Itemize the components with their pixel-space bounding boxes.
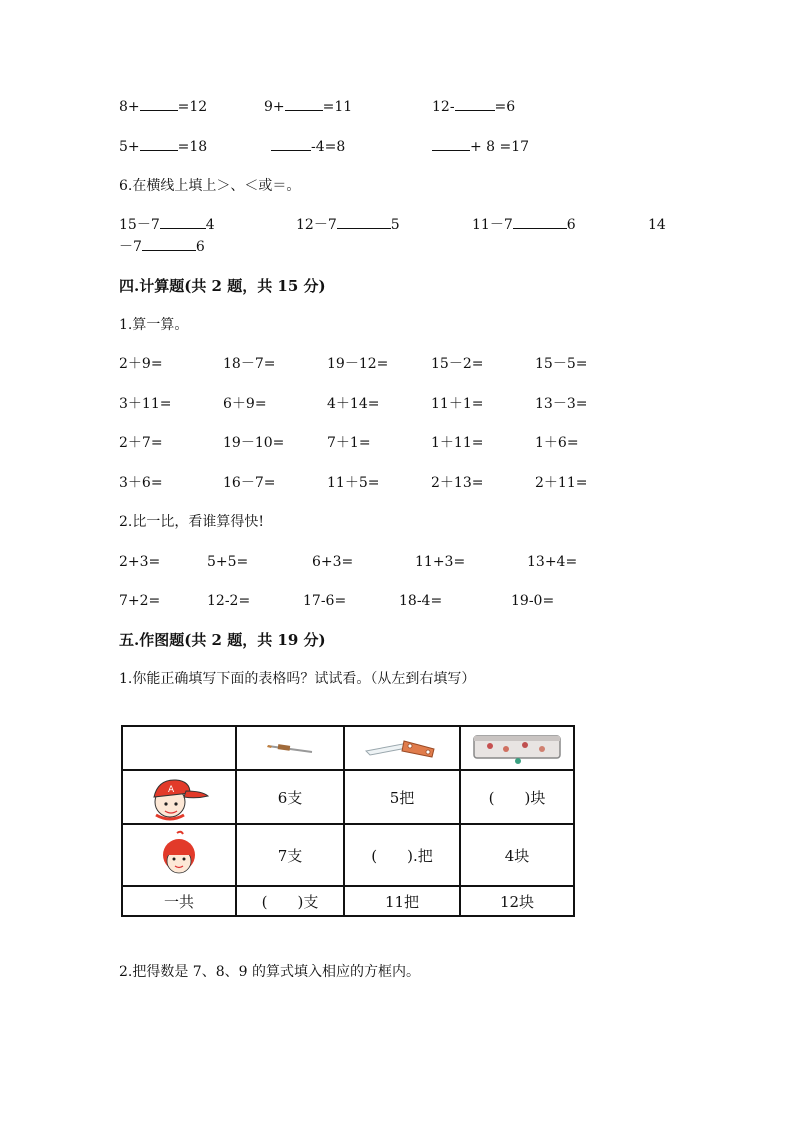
- calc-item: 6＋9=: [223, 396, 267, 412]
- section-5-q2: 2.把得数是 7、8、9 的算式填入相应的方框内。: [119, 964, 420, 980]
- section-4-q1: 1.算一算。: [119, 317, 189, 333]
- table-row-label-boy: [122, 770, 236, 824]
- answer-blank[interactable]: [432, 138, 470, 151]
- fill-item-5: -4=8: [271, 138, 345, 156]
- answer-blank[interactable]: [337, 216, 391, 229]
- section-4-q2: 2.比一比，看谁算得快!: [119, 514, 264, 530]
- quick-calc-item: 13+4=: [527, 554, 578, 570]
- fill-item-4: 5+ =18: [119, 139, 208, 155]
- quick-calc-item: 11+3=: [415, 554, 466, 570]
- calc-item: 3＋11=: [119, 396, 172, 412]
- table-header-knife: [344, 726, 460, 770]
- q6-title: 6.在横线上填上＞、＜或＝。: [119, 178, 301, 194]
- compare-item-2: 12－7 5: [296, 217, 400, 233]
- calc-item: 16－7=: [223, 475, 276, 491]
- boy-cap-icon: [146, 773, 212, 821]
- table-cell: 11把: [344, 886, 460, 916]
- pencil-case-icon: [470, 731, 564, 765]
- quick-calc-item: 12-2=: [207, 593, 251, 609]
- section-5-q1: 1.你能正确填写下面的表格吗？试试看。（从左到右填写）: [119, 671, 476, 687]
- calc-item: 15－2=: [431, 356, 484, 372]
- calc-item: 2＋11=: [535, 475, 588, 491]
- answer-blank[interactable]: [142, 238, 196, 251]
- fill-item-6: + 8 =17: [432, 138, 529, 156]
- table-header-pen: [236, 726, 344, 770]
- table-cell: 6支: [236, 770, 344, 824]
- calc-item: 19－12=: [327, 356, 389, 372]
- table-row-label-girl: [122, 824, 236, 886]
- calc-item: 19－10=: [223, 435, 285, 451]
- answer-blank[interactable]: [160, 216, 206, 229]
- calc-item: 2＋13=: [431, 475, 484, 491]
- compare-item-1: 15－7 4: [119, 217, 215, 233]
- table-cell: 7支: [236, 824, 344, 886]
- girl-icon: [155, 830, 203, 880]
- table-cell-answer[interactable]: ( ).把: [344, 824, 460, 886]
- answer-blank[interactable]: [455, 98, 495, 111]
- quick-calc-item: 2+3=: [119, 554, 161, 570]
- table-cell: 4块: [460, 824, 574, 886]
- calc-item: 11＋1=: [431, 396, 484, 412]
- fill-item-1: 8+ =12: [119, 99, 208, 115]
- calc-item: 2＋9=: [119, 356, 163, 372]
- calc-item: 13－3=: [535, 396, 588, 412]
- section-5-heading: 五.作图题(共 2 题，共 19 分): [119, 631, 326, 649]
- table-cell-answer[interactable]: ( )支: [236, 886, 344, 916]
- svg-text:A: A: [168, 785, 175, 795]
- compare-item-4-end: －7 6: [119, 239, 205, 255]
- fill-item-2: 9+ =11: [264, 99, 353, 115]
- answer-blank[interactable]: [140, 98, 178, 111]
- quick-calc-item: 17-6=: [303, 593, 347, 609]
- table-total-label: 一共: [122, 886, 236, 916]
- answer-blank[interactable]: [513, 216, 567, 229]
- table-header-pencil-case: [460, 726, 574, 770]
- calc-item: 1＋6=: [535, 435, 579, 451]
- answer-blank[interactable]: [285, 98, 323, 111]
- section-4-heading: 四.计算题(共 2 题，共 15 分): [119, 277, 326, 295]
- quick-calc-item: 5+5=: [207, 554, 249, 570]
- quick-calc-item: 19-0=: [511, 593, 555, 609]
- calc-item: 1＋11=: [431, 435, 484, 451]
- calc-item: 11＋5=: [327, 475, 380, 491]
- calc-item: 2＋7=: [119, 435, 163, 451]
- pen-icon: [264, 738, 316, 758]
- answer-blank[interactable]: [140, 138, 178, 151]
- calc-item: 15－5=: [535, 356, 588, 372]
- stationery-table: [121, 725, 575, 917]
- calc-item: 4＋14=: [327, 396, 380, 412]
- fill-item-3: 12- =6: [432, 99, 516, 115]
- compare-item-4-start: 14: [648, 217, 666, 233]
- table-cell: 12块: [460, 886, 574, 916]
- calc-item: 7＋1=: [327, 435, 371, 451]
- table-cell-answer[interactable]: ( )块: [460, 770, 574, 824]
- answer-blank[interactable]: [271, 138, 311, 151]
- compare-item-3: 11－7 6: [472, 217, 576, 233]
- table-corner-cell: [122, 726, 236, 770]
- calc-item: 3＋6=: [119, 475, 163, 491]
- table-cell: 5把: [344, 770, 460, 824]
- quick-calc-item: 7+2=: [119, 593, 161, 609]
- quick-calc-item: 18-4=: [399, 593, 443, 609]
- calc-item: 18－7=: [223, 356, 276, 372]
- pocket-knife-icon: [360, 733, 444, 763]
- quick-calc-item: 6+3=: [312, 554, 354, 570]
